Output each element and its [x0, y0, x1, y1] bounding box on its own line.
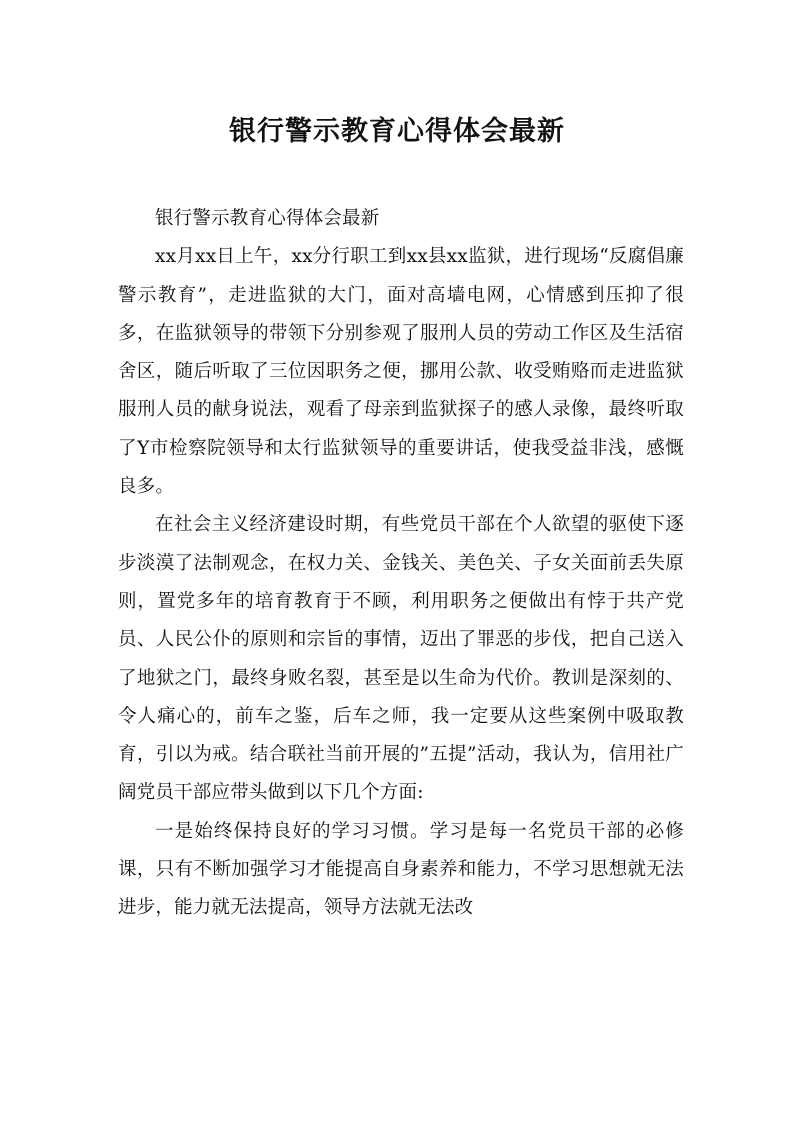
paragraph-point-one: 一是始终保持良好的学习习惯。学习是每一名党员干部的必修课，只有不断加强学习才能提高自身素养和能力，不学习思想就无法进步，能力就无法提高，领导方法就无法改	[118, 820, 684, 919]
paragraph-visit: xx月xx日上午，xx分行职工到xx县xx监狱，进行现场“反腐倡廉警示教育”，走进监狱的大门，面对高墙电网，心情感到压抑了很多，在监狱领导的带领下分别参观了服刑人员的劳动工作区及生活宿舍区，随后听取了三位因职务之便，挪用公款、收受贿赂而走进监狱服刑人员的献身说法，观看了母亲到监狱探子的感人录像，最终听取了Y市检察院领导和太行监狱领导的重要讲话，使我受益非浅，感慨良多。	[118, 246, 684, 498]
paragraph-subtitle: 银行警示教育心得体会最新	[155, 208, 380, 229]
paragraph-reflection: 在社会主义经济建设时期，有些党员干部在个人欲望的驱使下逐步淡漠了法制观念，在权力关、金钱关、美色关、子女关面前丢失原则，置党多年的培育教育于不顾，利用职务之便做出有悖于共产党员、人民公仆的原则和宗旨的事情，迈出了罪恶的步伐，把自己送入了地狱之门，最终身败名裂，甚至是以生命为代价。教训是深刻的、令人痛心的，前车之鉴，后车之师，我一定要从这些案例中吸取教育，引以为戒。结合联社当前开展的”五提”活动，我认为，信用社广阔党员干部应带头做到以下几个方面:	[118, 514, 684, 804]
document-title: 银行警示教育心得体会最新	[229, 116, 565, 147]
document-body	[118, 200, 684, 928]
